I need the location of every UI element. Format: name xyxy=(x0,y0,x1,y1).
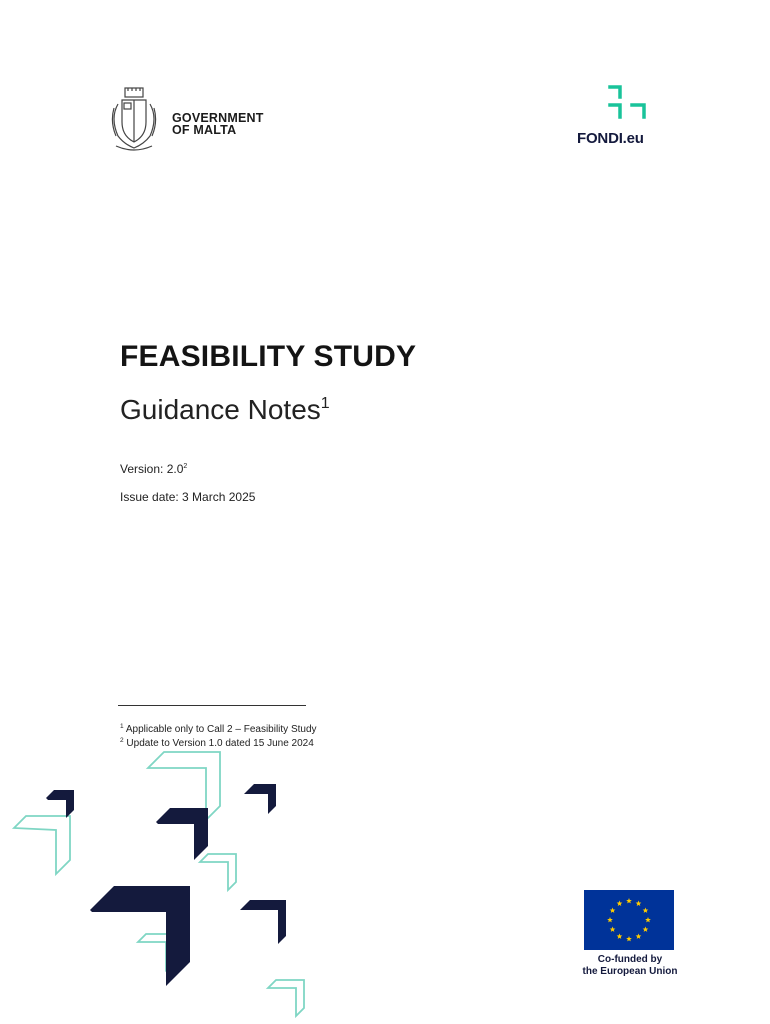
decorative-chevron-pattern xyxy=(0,750,320,1024)
chevron-solid-5 xyxy=(240,900,286,944)
chevron-outline-2 xyxy=(14,816,70,874)
chevron-solid-2 xyxy=(156,808,208,860)
subtitle-footnote-ref: 1 xyxy=(320,395,330,412)
eu-cofunded-text xyxy=(578,954,682,978)
footnote-1 xyxy=(120,723,317,735)
government-of-malta-logo xyxy=(108,86,288,156)
version-footnote-ref: 2 xyxy=(183,463,188,470)
chevron-outline-5 xyxy=(268,980,304,1016)
fondi-eu-logo xyxy=(574,84,666,150)
version-line xyxy=(120,462,187,476)
fondi-eu-wordmark: FONDI.eu xyxy=(577,130,644,147)
gov-logo-line2: OF MALTA xyxy=(172,123,237,137)
footnote-2-text: Update to Version 1.0 dated 15 June 2024 xyxy=(126,738,314,749)
chevron-solid-4 xyxy=(90,886,190,986)
footnote-1-ref: 1 xyxy=(120,723,124,730)
footnote-2 xyxy=(120,737,314,749)
government-of-malta-wordmark xyxy=(172,112,264,136)
subtitle-text: Guidance Notes xyxy=(120,394,321,425)
fondi-arrows-icon xyxy=(606,84,650,122)
chevron-solid-3 xyxy=(244,784,276,814)
footnote-1-text: Applicable only to Call 2 – Feasibility Study xyxy=(125,724,317,735)
document-subtitle xyxy=(120,394,330,426)
chevron-solid-1 xyxy=(46,790,74,818)
eu-text-line2: the European Union xyxy=(582,966,678,977)
eu-flag-icon xyxy=(584,890,674,950)
document-title: FEASIBILITY STUDY xyxy=(120,340,417,373)
eu-text-line1: Co-funded by xyxy=(597,954,663,965)
footnote-divider xyxy=(118,705,306,706)
footnote-2-ref: 2 xyxy=(120,737,124,744)
eu-cofunded-logo xyxy=(578,890,682,980)
version-label: Version: 2.0 xyxy=(120,462,184,476)
chevron-outline-3 xyxy=(200,854,236,890)
gov-logo-line1: GOVERNMENT xyxy=(172,111,264,125)
issue-date: Issue date: 3 March 2025 xyxy=(120,490,256,504)
coat-of-arms-icon xyxy=(108,86,160,154)
